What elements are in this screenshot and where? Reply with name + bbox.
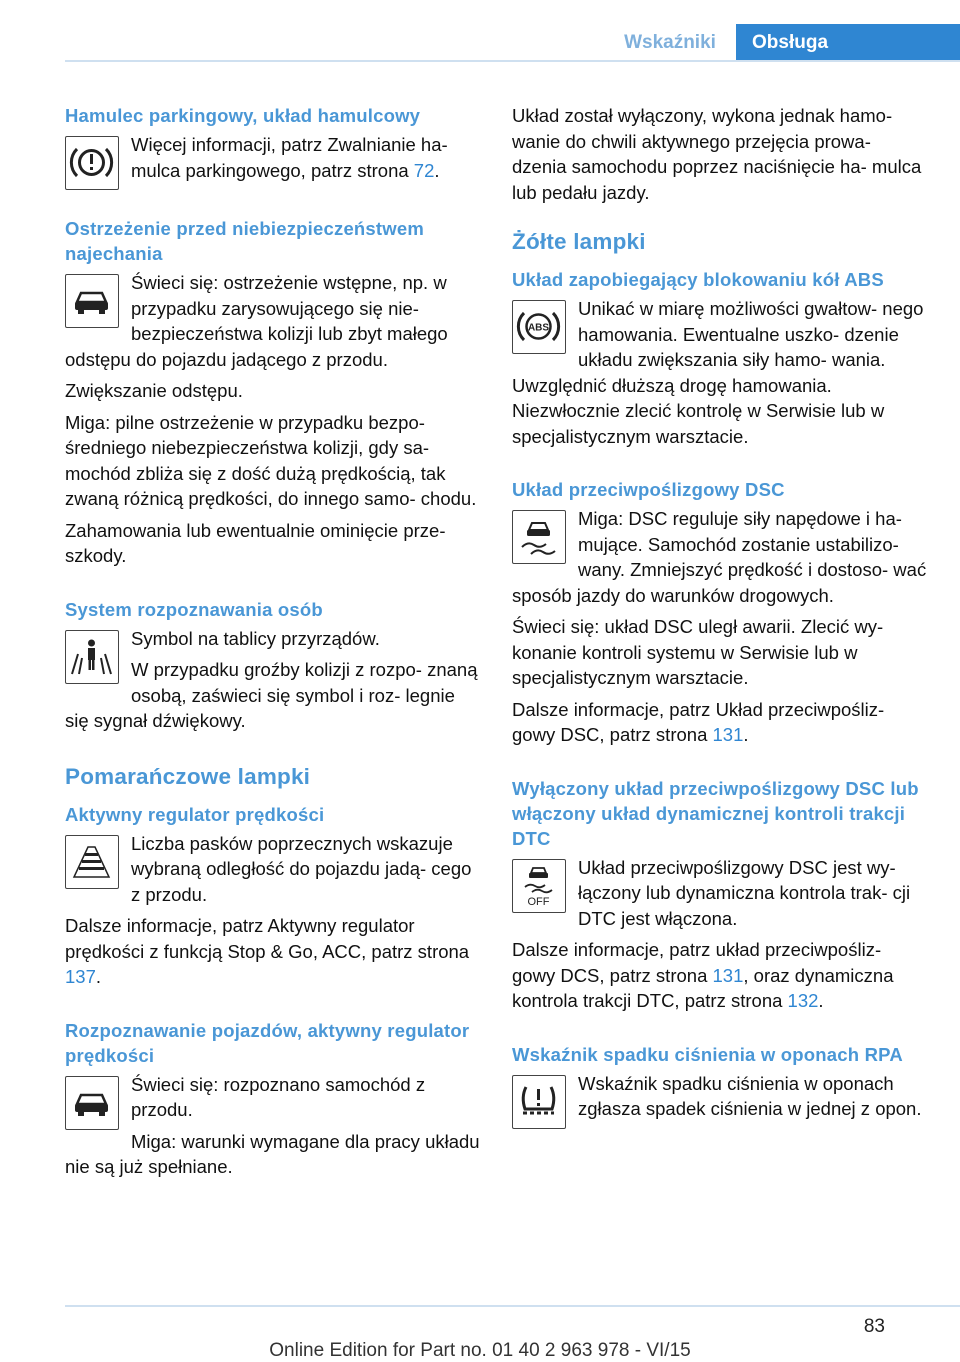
person-detection-text-1: Symbol na tablicy przyrządów. <box>131 627 380 649</box>
collision-warning-text-4: Zahamowania lub ewentualnie ominięcie prze‐ szkody. <box>65 519 446 566</box>
collision-warning-text-2: Zwiększanie odstępu. <box>65 380 243 401</box>
section-title-dsc-off: Wyłączony układ przeciwpoślizgowy DSC lub włączony układ dynamicznej kontroli trakcji DTC <box>512 777 919 849</box>
distance-bars-icon <box>65 835 119 889</box>
vehicle-detected-icon <box>65 1076 119 1130</box>
dsc-off-label: OFF <box>527 895 550 908</box>
tab-wskazniki[interactable]: Wskaźniki <box>624 32 716 53</box>
section-title-active-cruise: Aktywny regulator prędkości <box>65 803 325 825</box>
dsc-off-text-2: Dalsze informacje, patrz układ przeciwpośliz‐ gowy DCS, patrz strona 131, oraz dynamiczna kontrola trakcji DTC, patrz strona 132. <box>512 939 894 1011</box>
collision-warning-text-3: Miga: pilne ostrzeżenie w przypadku bezpo‐ średniego niebezpieczeństwa kolizji, gdy sa‐ mochód zbliża się z dość dużą prędkością, tak zwaną różnicą prędkości, do innego samo‐ chodu. <box>65 411 477 509</box>
dsc-text-3: Dalsze informacje, patrz Układ przeciwpośliz‐ gowy DSC, patrz strona 131. <box>512 698 885 745</box>
collision-warning-text-1: Świeci się: ostrzeżenie wstępne, np. w przypadku zarysowującego się nie‐ bezpieczeństwa kolizji lub zbyt małego odstępu do pojazdu jadącego z przodu. <box>65 272 448 370</box>
tire-pressure-icon <box>512 1075 566 1129</box>
person-detection-text-2: W przypadku groźby kolizji z rozpo‐ znaną osobą, zaświeci się symbol i roz‐ legnie się sygnał dźwiękowy. <box>65 659 478 731</box>
page-link-131[interactable]: 131 <box>712 724 744 745</box>
section-title-person-detection: System rozpoznawania osób <box>65 598 323 620</box>
dsc-text-2: Świeci się: układ DSC uległ awarii. Zlecić wy‐ konanie kontroli systemu w Serwisie lub w specjalistycznym warsztacie. <box>512 616 884 688</box>
section-title-tire-pressure: Wskaźnik spadku ciśnienia w oponach RPA <box>512 1043 903 1065</box>
parking-brake-text: Więcej informacji, patrz Zwalnianie ha‐ mulca parkingowego, patrz strona 72. <box>131 134 448 181</box>
section-title-dsc: Układ przeciwpoślizgowy DSC <box>512 479 785 500</box>
heading-yellow-lamps: Żółte lampki <box>512 229 646 254</box>
page-link-132[interactable]: 132 <box>787 990 819 1011</box>
active-cruise-text-1: Liczba pasków poprzecznych wskazuje wybraną odległość do pojazdu jadą‐ cego z przodu. <box>131 832 472 905</box>
page-link-131-b[interactable]: 131 <box>712 964 744 986</box>
section-title-vehicle-detection: Rozpoznawanie pojazdów, aktywny regulator prędkości <box>65 1019 470 1066</box>
dsc-off-text-1: Układ przeciwpoślizgowy DSC jest wy‐ łączony lub dynamiczna kontrola trak‐ cji DTC jest włączona. <box>578 856 911 929</box>
section-title-collision-warning: Ostrzeżenie przed niebiezpieczeństwem najechania <box>65 218 425 264</box>
dsc-off-icon <box>512 859 566 913</box>
page-link-137[interactable]: 137 <box>65 966 96 987</box>
tab-obsluga[interactable]: Obsługa <box>736 24 960 62</box>
page-number: 83 <box>863 1316 885 1337</box>
dsc-icon <box>512 510 566 564</box>
svg-text:ABS: ABS <box>527 322 550 334</box>
heading-orange-lamps: Pomarańczowe lampki <box>65 763 311 789</box>
tire-pressure-text: Wskaźnik spadku ciśnienia w oponach zgłasza spadek ciśnienia w jednej z opon. <box>578 1072 922 1119</box>
footer-edition: Online Edition for Part no. 01 40 2 963 978 - VI/15 <box>269 1340 691 1361</box>
dsc-text-1: Miga: DSC reguluje siły napędowe i ha‐ mujące. Samochód zostanie ustabilizo‐ wany. Zmniejszyć prędkość i dostoso‐ wać sposób jazdy do warunków drogowych. <box>512 508 927 606</box>
vehicle-detection-text-2: Miga: warunki wymagane dla pracy układu nie są już spełniane. <box>65 1130 480 1177</box>
system-off-text: Układ został wyłączony, wykona jednak hamo‐ wanie do chwili aktywnego przejęcia prowa‐ dzenia samochodu poprzez naciśnięcie ha‐ mulca lub pedału jazdy. <box>512 105 922 203</box>
left-column <box>65 103 480 1186</box>
brake-warning-icon <box>65 136 119 190</box>
footer-divider <box>65 1305 960 1307</box>
section-title-parking-brake: Hamulec parkingowy, układ hamulcowy <box>65 105 421 126</box>
page-link-72[interactable]: 72 <box>413 159 435 181</box>
header-divider <box>65 60 960 62</box>
collision-warning-car-icon <box>65 274 119 328</box>
pedestrian-warning-icon <box>65 630 119 684</box>
section-title-abs: Układ zapobiegający blokowaniu kół ABS <box>512 269 884 290</box>
active-cruise-text-2: Dalsze informacje, patrz Aktywny regulator prędkości z funkcją Stop & Go, ACC, patrz strona 137. <box>65 915 470 987</box>
right-column <box>512 103 927 1133</box>
abs-icon <box>512 300 566 354</box>
vehicle-detection-text-1: Świeci się: rozpoznano samochód z przodu. <box>131 1073 426 1120</box>
abs-text: Unikać w miarę możliwości gwałtow‐ nego hamowania. Ewentualne uszko‐ dzenie układu zwiększania siły hamo‐ wania. Uwzględnić dłuższą drogę hamowania. Niezwłocznie zlecić kontrolę w Serwisie lub w specjalistycznym warsztacie. <box>512 298 924 447</box>
